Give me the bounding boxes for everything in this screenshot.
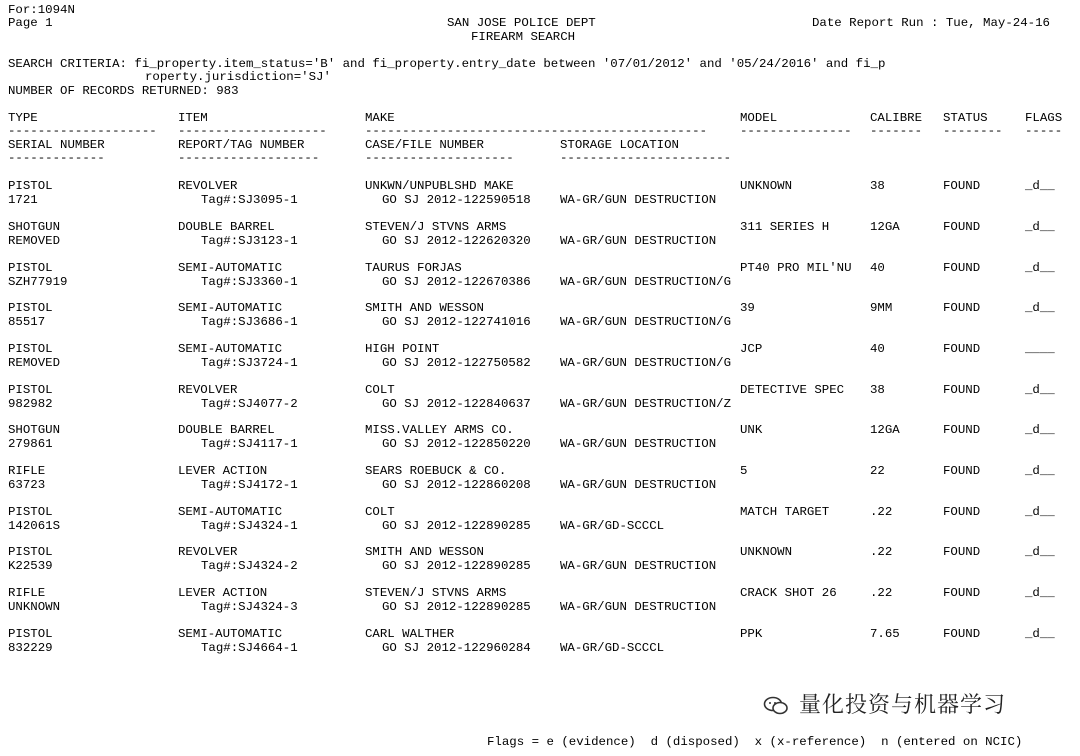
record-case: GO SJ 2012-122890285 (382, 519, 531, 533)
record-serial: 832229 (8, 641, 53, 655)
record-calibre: 40 (870, 261, 885, 275)
rule-serial: ------------- (8, 151, 105, 165)
record-tag: Tag#:SJ4077-2 (201, 397, 298, 411)
record-serial: SZH77919 (8, 275, 68, 289)
record-status: FOUND (943, 179, 981, 193)
record-case: GO SJ 2012-122620320 (382, 234, 531, 248)
col-header-serial: SERIAL NUMBER (8, 138, 105, 152)
record-make: COLT (365, 383, 395, 397)
record-item: LEVER ACTION (178, 586, 268, 600)
record-calibre: .22 (870, 586, 893, 600)
rule-type: -------------------- (8, 124, 157, 138)
rule-flags: ----- (1025, 124, 1063, 138)
record-type: RIFLE (8, 464, 46, 478)
wechat-icon (763, 696, 789, 716)
record-status: FOUND (943, 545, 981, 559)
record-row (0, 343, 1080, 373)
record-row (0, 424, 1080, 454)
record-model: UNKNOWN (740, 545, 793, 559)
record-storage: WA-GR/GUN DESTRUCTION (560, 600, 717, 614)
record-type: RIFLE (8, 586, 46, 600)
rule-make: ---------------------------------------------- (365, 124, 708, 138)
record-serial: K22539 (8, 559, 53, 573)
record-model: PPK (740, 627, 763, 641)
record-row (0, 221, 1080, 251)
record-flags: _d__ (1025, 505, 1055, 519)
rule-case-file: -------------------- (365, 151, 514, 165)
record-status: FOUND (943, 342, 981, 356)
record-type: PISTOL (8, 505, 53, 519)
record-row (0, 384, 1080, 414)
record-flags: _d__ (1025, 220, 1055, 234)
record-item: REVOLVER (178, 383, 238, 397)
record-storage: WA-GR/GUN DESTRUCTION/G (560, 356, 732, 370)
record-row (0, 180, 1080, 210)
record-status: FOUND (943, 586, 981, 600)
record-row (0, 262, 1080, 292)
page-number: Page 1 (8, 16, 53, 30)
record-calibre: 38 (870, 383, 885, 397)
record-item: REVOLVER (178, 179, 238, 193)
col-header-make: MAKE (365, 111, 395, 125)
record-flags: _d__ (1025, 627, 1055, 641)
rule-item: -------------------- (178, 124, 327, 138)
record-tag: Tag#:SJ3686-1 (201, 315, 298, 329)
record-calibre: 38 (870, 179, 885, 193)
record-calibre: 22 (870, 464, 885, 478)
department-name: SAN JOSE POLICE DEPT (447, 16, 596, 30)
record-model: UNKNOWN (740, 179, 793, 193)
record-item: SEMI-AUTOMATIC (178, 301, 283, 315)
record-serial: 63723 (8, 478, 46, 492)
col-header-storage: STORAGE LOCATION (560, 138, 679, 152)
record-type: PISTOL (8, 342, 53, 356)
record-status: FOUND (943, 261, 981, 275)
record-serial: 982982 (8, 397, 53, 411)
record-item: DOUBLE BARREL (178, 423, 275, 437)
record-storage: WA-GR/GUN DESTRUCTION (560, 234, 717, 248)
record-type: SHOTGUN (8, 220, 61, 234)
record-case: GO SJ 2012-122590518 (382, 193, 531, 207)
record-model: 311 SERIES H (740, 220, 830, 234)
record-row (0, 628, 1080, 658)
col-header-type: TYPE (8, 111, 38, 125)
record-item: SEMI-AUTOMATIC (178, 505, 283, 519)
record-make: STEVEN/J STVNS ARMS (365, 586, 507, 600)
record-flags: _d__ (1025, 179, 1055, 193)
record-make: SMITH AND WESSON (365, 301, 484, 315)
record-serial: REMOVED (8, 234, 61, 248)
record-status: FOUND (943, 464, 981, 478)
record-case: GO SJ 2012-122890285 (382, 600, 531, 614)
record-calibre: 9MM (870, 301, 893, 315)
record-make: TAURUS FORJAS (365, 261, 462, 275)
record-case: GO SJ 2012-122670386 (382, 275, 531, 289)
search-criteria-line2: roperty.jurisdiction='SJ' (145, 70, 331, 84)
record-make: MISS.VALLEY ARMS CO. (365, 423, 514, 437)
record-flags: _d__ (1025, 261, 1055, 275)
record-storage: WA-GR/GD-SCCCL (560, 519, 665, 533)
record-storage: WA-GR/GUN DESTRUCTION (560, 193, 717, 207)
record-tag: Tag#:SJ4172-1 (201, 478, 298, 492)
record-tag: Tag#:SJ4324-3 (201, 600, 298, 614)
record-type: PISTOL (8, 627, 53, 641)
record-calibre: 40 (870, 342, 885, 356)
record-storage: WA-GR/GUN DESTRUCTION/G (560, 315, 732, 329)
record-tag: Tag#:SJ4117-1 (201, 437, 298, 451)
record-tag: Tag#:SJ3360-1 (201, 275, 298, 289)
record-storage: WA-GR/GUN DESTRUCTION (560, 478, 717, 492)
record-item: DOUBLE BARREL (178, 220, 275, 234)
record-type: PISTOL (8, 545, 53, 559)
record-calibre: 7.65 (870, 627, 900, 641)
record-item: LEVER ACTION (178, 464, 268, 478)
watermark (763, 690, 1063, 724)
record-serial: 279861 (8, 437, 53, 451)
record-type: PISTOL (8, 301, 53, 315)
record-row (0, 546, 1080, 576)
rule-model: --------------- (740, 124, 852, 138)
record-flags: _d__ (1025, 423, 1055, 437)
record-flags: _d__ (1025, 383, 1055, 397)
records-returned: NUMBER OF RECORDS RETURNED: 983 (8, 84, 239, 98)
rule-storage: ----------------------- (560, 151, 732, 165)
record-storage: WA-GR/GUN DESTRUCTION/G (560, 275, 732, 289)
record-storage: WA-GR/GD-SCCCL (560, 641, 665, 655)
record-serial: 142061S (8, 519, 61, 533)
record-row (0, 465, 1080, 495)
flags-legend: Flags = e (evidence) d (disposed) x (x-reference) n (entered on NCIC) (487, 735, 1023, 749)
record-tag: Tag#:SJ3095-1 (201, 193, 298, 207)
rule-status: -------- (943, 124, 1003, 138)
record-calibre: 12GA (870, 423, 900, 437)
record-tag: Tag#:SJ4664-1 (201, 641, 298, 655)
report-title: FIREARM SEARCH (471, 30, 576, 44)
rule-report-tag: ------------------- (178, 151, 320, 165)
record-status: FOUND (943, 505, 981, 519)
record-model: DETECTIVE SPEC (740, 383, 845, 397)
record-model: 5 (740, 464, 748, 478)
col-header-model: MODEL (740, 111, 778, 125)
record-tag: Tag#:SJ4324-2 (201, 559, 298, 573)
record-tag: Tag#:SJ3123-1 (201, 234, 298, 248)
record-case: GO SJ 2012-122840637 (382, 397, 531, 411)
record-flags: _d__ (1025, 301, 1055, 315)
record-row (0, 587, 1080, 617)
record-item: REVOLVER (178, 545, 238, 559)
record-serial: 85517 (8, 315, 46, 329)
record-storage: WA-GR/GUN DESTRUCTION (560, 437, 717, 451)
record-serial: UNKNOWN (8, 600, 61, 614)
record-model: MATCH TARGET (740, 505, 830, 519)
record-make: SMITH AND WESSON (365, 545, 484, 559)
col-header-calibre: CALIBRE (870, 111, 923, 125)
record-serial: 1721 (8, 193, 38, 207)
record-tag: Tag#:SJ3724-1 (201, 356, 298, 370)
record-serial: REMOVED (8, 356, 61, 370)
record-make: SEARS ROEBUCK & CO. (365, 464, 507, 478)
record-flags: ____ (1025, 342, 1055, 356)
record-item: SEMI-AUTOMATIC (178, 342, 283, 356)
form-id: For:1094N (8, 3, 75, 17)
record-make: CARL WALTHER (365, 627, 455, 641)
record-case: GO SJ 2012-122960284 (382, 641, 531, 655)
record-make: UNKWN/UNPUBLSHD MAKE (365, 179, 514, 193)
col-header-report-tag: REPORT/TAG NUMBER (178, 138, 305, 152)
record-calibre: 12GA (870, 220, 900, 234)
record-calibre: .22 (870, 505, 893, 519)
record-case: GO SJ 2012-122860208 (382, 478, 531, 492)
record-row (0, 302, 1080, 332)
watermark-text: 量化投资与机器学习 (799, 693, 1007, 718)
record-model: 39 (740, 301, 755, 315)
record-make: HIGH POINT (365, 342, 440, 356)
record-flags: _d__ (1025, 545, 1055, 559)
col-header-status: STATUS (943, 111, 988, 125)
record-make: STEVEN/J STVNS ARMS (365, 220, 507, 234)
record-status: FOUND (943, 220, 981, 234)
rule-calibre: ------- (870, 124, 923, 138)
col-header-item: ITEM (178, 111, 208, 125)
date-report-run: Date Report Run : Tue, May-24-16 (812, 16, 1050, 30)
record-status: FOUND (943, 383, 981, 397)
record-case: GO SJ 2012-122890285 (382, 559, 531, 573)
record-type: PISTOL (8, 261, 53, 275)
record-storage: WA-GR/GUN DESTRUCTION (560, 559, 717, 573)
record-model: JCP (740, 342, 763, 356)
record-status: FOUND (943, 423, 981, 437)
record-model: CRACK SHOT 26 (740, 586, 837, 600)
record-status: FOUND (943, 301, 981, 315)
record-flags: _d__ (1025, 464, 1055, 478)
record-type: PISTOL (8, 179, 53, 193)
record-tag: Tag#:SJ4324-1 (201, 519, 298, 533)
record-case: GO SJ 2012-122741016 (382, 315, 531, 329)
record-storage: WA-GR/GUN DESTRUCTION/Z (560, 397, 732, 411)
record-make: COLT (365, 505, 395, 519)
record-case: GO SJ 2012-122750582 (382, 356, 531, 370)
record-calibre: .22 (870, 545, 893, 559)
record-status: FOUND (943, 627, 981, 641)
record-model: UNK (740, 423, 763, 437)
col-header-flags: FLAGS (1025, 111, 1063, 125)
col-header-case-file: CASE/FILE NUMBER (365, 138, 484, 152)
record-item: SEMI-AUTOMATIC (178, 627, 283, 641)
record-row (0, 506, 1080, 536)
record-type: SHOTGUN (8, 423, 61, 437)
record-item: SEMI-AUTOMATIC (178, 261, 283, 275)
record-type: PISTOL (8, 383, 53, 397)
record-case: GO SJ 2012-122850220 (382, 437, 531, 451)
record-model: PT40 PRO MIL'NU (740, 261, 852, 275)
record-flags: _d__ (1025, 586, 1055, 600)
search-criteria-line1: SEARCH CRITERIA: fi_property.item_status='B' and fi_property.entry_date between '07/01/2012' and '05/24/2016' and fi_p (8, 57, 886, 71)
